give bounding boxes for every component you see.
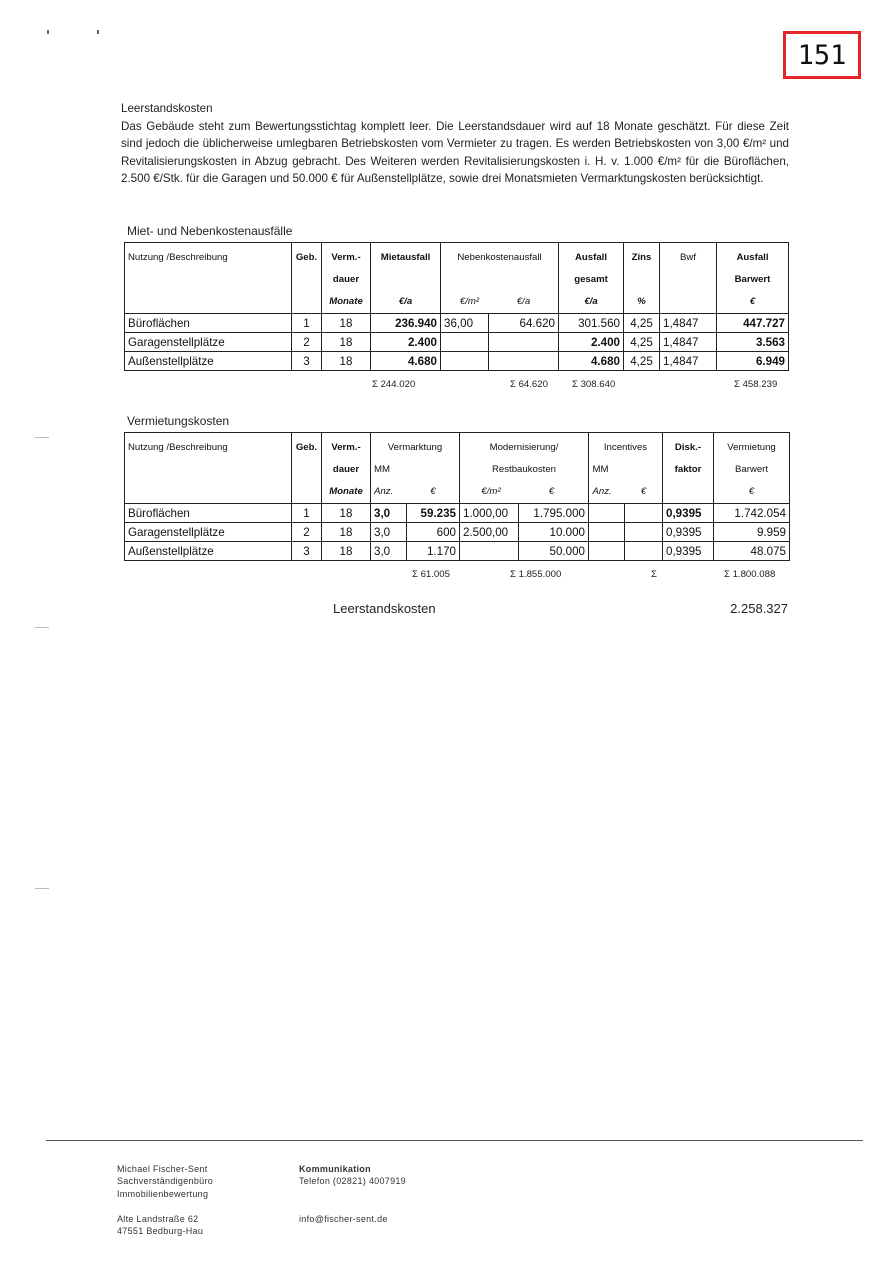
col-vermietung-barwert: Vermietung Barwert €	[714, 433, 790, 504]
col-verm: Verm.- dauer Monate	[322, 243, 371, 314]
table2-header-row	[125, 433, 790, 504]
margin-mark	[35, 437, 49, 438]
footer-contact	[299, 1163, 406, 1225]
table-row: Garagenstellplätze 2 18 2.400 2.400 4,25 1,4847 3.563	[125, 333, 789, 352]
total-value: 2.258.327	[730, 601, 788, 616]
footer-service: Immobilienbewertung	[117, 1188, 209, 1199]
table-miet-nebenkosten	[124, 242, 789, 371]
col-mietausfall: Mietausfall €/a	[371, 243, 441, 314]
sum-modernisierung: Σ 1.855.000	[510, 569, 562, 580]
sum-ausfall-gesamt: Σ 308.640	[572, 379, 616, 390]
table-row: Büroflächen 1 18 3,0 59.235 1.000,00 1.795.000 0,9395 1.742.054	[125, 504, 790, 523]
col-verm: Verm.- dauer Monate	[322, 433, 371, 504]
sum-mietausfall: Σ 244.020	[372, 379, 416, 390]
col-modernisierung: Modernisierung/ Restbaukosten €/m² €	[460, 433, 589, 504]
col-geb: Geb.	[292, 433, 322, 504]
footer-email[interactable]: info@fischer-sent.de	[299, 1213, 388, 1224]
table-row: Büroflächen 1 18 236.940 36,00 64.620 301.560 4,25 1,4847 447.727	[125, 314, 789, 333]
table-row: Außenstellplätze 3 18 4.680 4.680 4,25 1,4847 6.949	[125, 352, 789, 371]
col-zins: Zins %	[624, 243, 660, 314]
total-label: Leerstandskosten	[333, 601, 436, 616]
col-ausfall-barwert: Ausfall Barwert €	[717, 243, 789, 314]
sum-nebenkosten: Σ 64.620	[510, 379, 548, 390]
table-vermietungskosten	[124, 432, 790, 561]
footer-street: Alte Landstraße 62	[117, 1213, 199, 1224]
col-ausfall-gesamt: Ausfall gesamt €/a	[559, 243, 624, 314]
page-number-stamp	[783, 31, 861, 79]
footer-contact-title: Kommunikation	[299, 1164, 371, 1174]
col-nebenkosten: Nebenkostenausfall €/m² €/a	[441, 243, 559, 314]
sum-incentives: Σ	[651, 569, 657, 580]
table-row: Außenstellplätze 3 18 3,0 1.170 50.000 0,9395 48.075	[125, 542, 790, 561]
page-number: 151	[797, 39, 847, 71]
footer-city: 47551 Bedburg-Hau	[117, 1226, 204, 1237]
col-vermarktung: Vermarktung MM Anz. €	[371, 433, 460, 504]
intro-paragraph: Das Gebäude steht zum Bewertungsstichtag komplett leer. Die Leerstandsdauer wird auf 18 Monate geschätzt. Für diese Zeit sind jedoch die üblicherweise umlegbaren Betriebskosten vom Vermieter zu tragen. Es werden Betriebskosten von 3,00 €/m² und Revitalisierungskosten in Abzug gebracht. Des Weiteren werden Revitalisierungskosten i. H. v. 1.000 €/m² für die Büroflächen, 2.500 €/Stk. für die Garagen und 50.000 € für Außenstellplätze, sowie drei Monatsmieten Vermarktungskosten berücksichtigt.	[121, 119, 789, 186]
table1-header-row	[125, 243, 789, 314]
margin-mark	[35, 888, 49, 889]
table-row: Garagenstellplätze 2 18 3,0 600 2.500,00 10.000 0,9395 9.959	[125, 523, 790, 542]
scan-mark	[97, 30, 99, 34]
col-nutzung: Nutzung /Beschreibung	[125, 433, 292, 504]
scan-mark	[47, 30, 49, 34]
col-geb: Geb.	[292, 243, 322, 314]
footer-name: Michael Fischer-Sent	[117, 1164, 208, 1174]
footer-phone: Telefon (02821) 4007919	[299, 1176, 406, 1187]
section-heading: Leerstandskosten	[121, 102, 213, 115]
col-diskfaktor: Disk.- faktor	[663, 433, 714, 504]
sum-ausfall-barwert: Σ 458.239	[734, 379, 778, 390]
footer-divider	[46, 1140, 863, 1141]
table1-title: Miet- und Nebenkostenausfälle	[127, 224, 293, 238]
sum-vermarktung: Σ 61.005	[412, 569, 450, 580]
col-incentives: Incentives MM Anz. €	[589, 433, 663, 504]
margin-mark	[35, 627, 49, 628]
sum-vermietung-barwert: Σ 1.800.088	[724, 569, 776, 580]
col-bwf: Bwf	[660, 243, 717, 314]
col-nutzung: Nutzung /Beschreibung	[125, 243, 292, 314]
footer-address	[117, 1163, 213, 1237]
footer-office: Sachverständigenbüro	[117, 1176, 214, 1187]
table2-title: Vermietungskosten	[127, 414, 230, 428]
intro-section	[121, 100, 789, 188]
